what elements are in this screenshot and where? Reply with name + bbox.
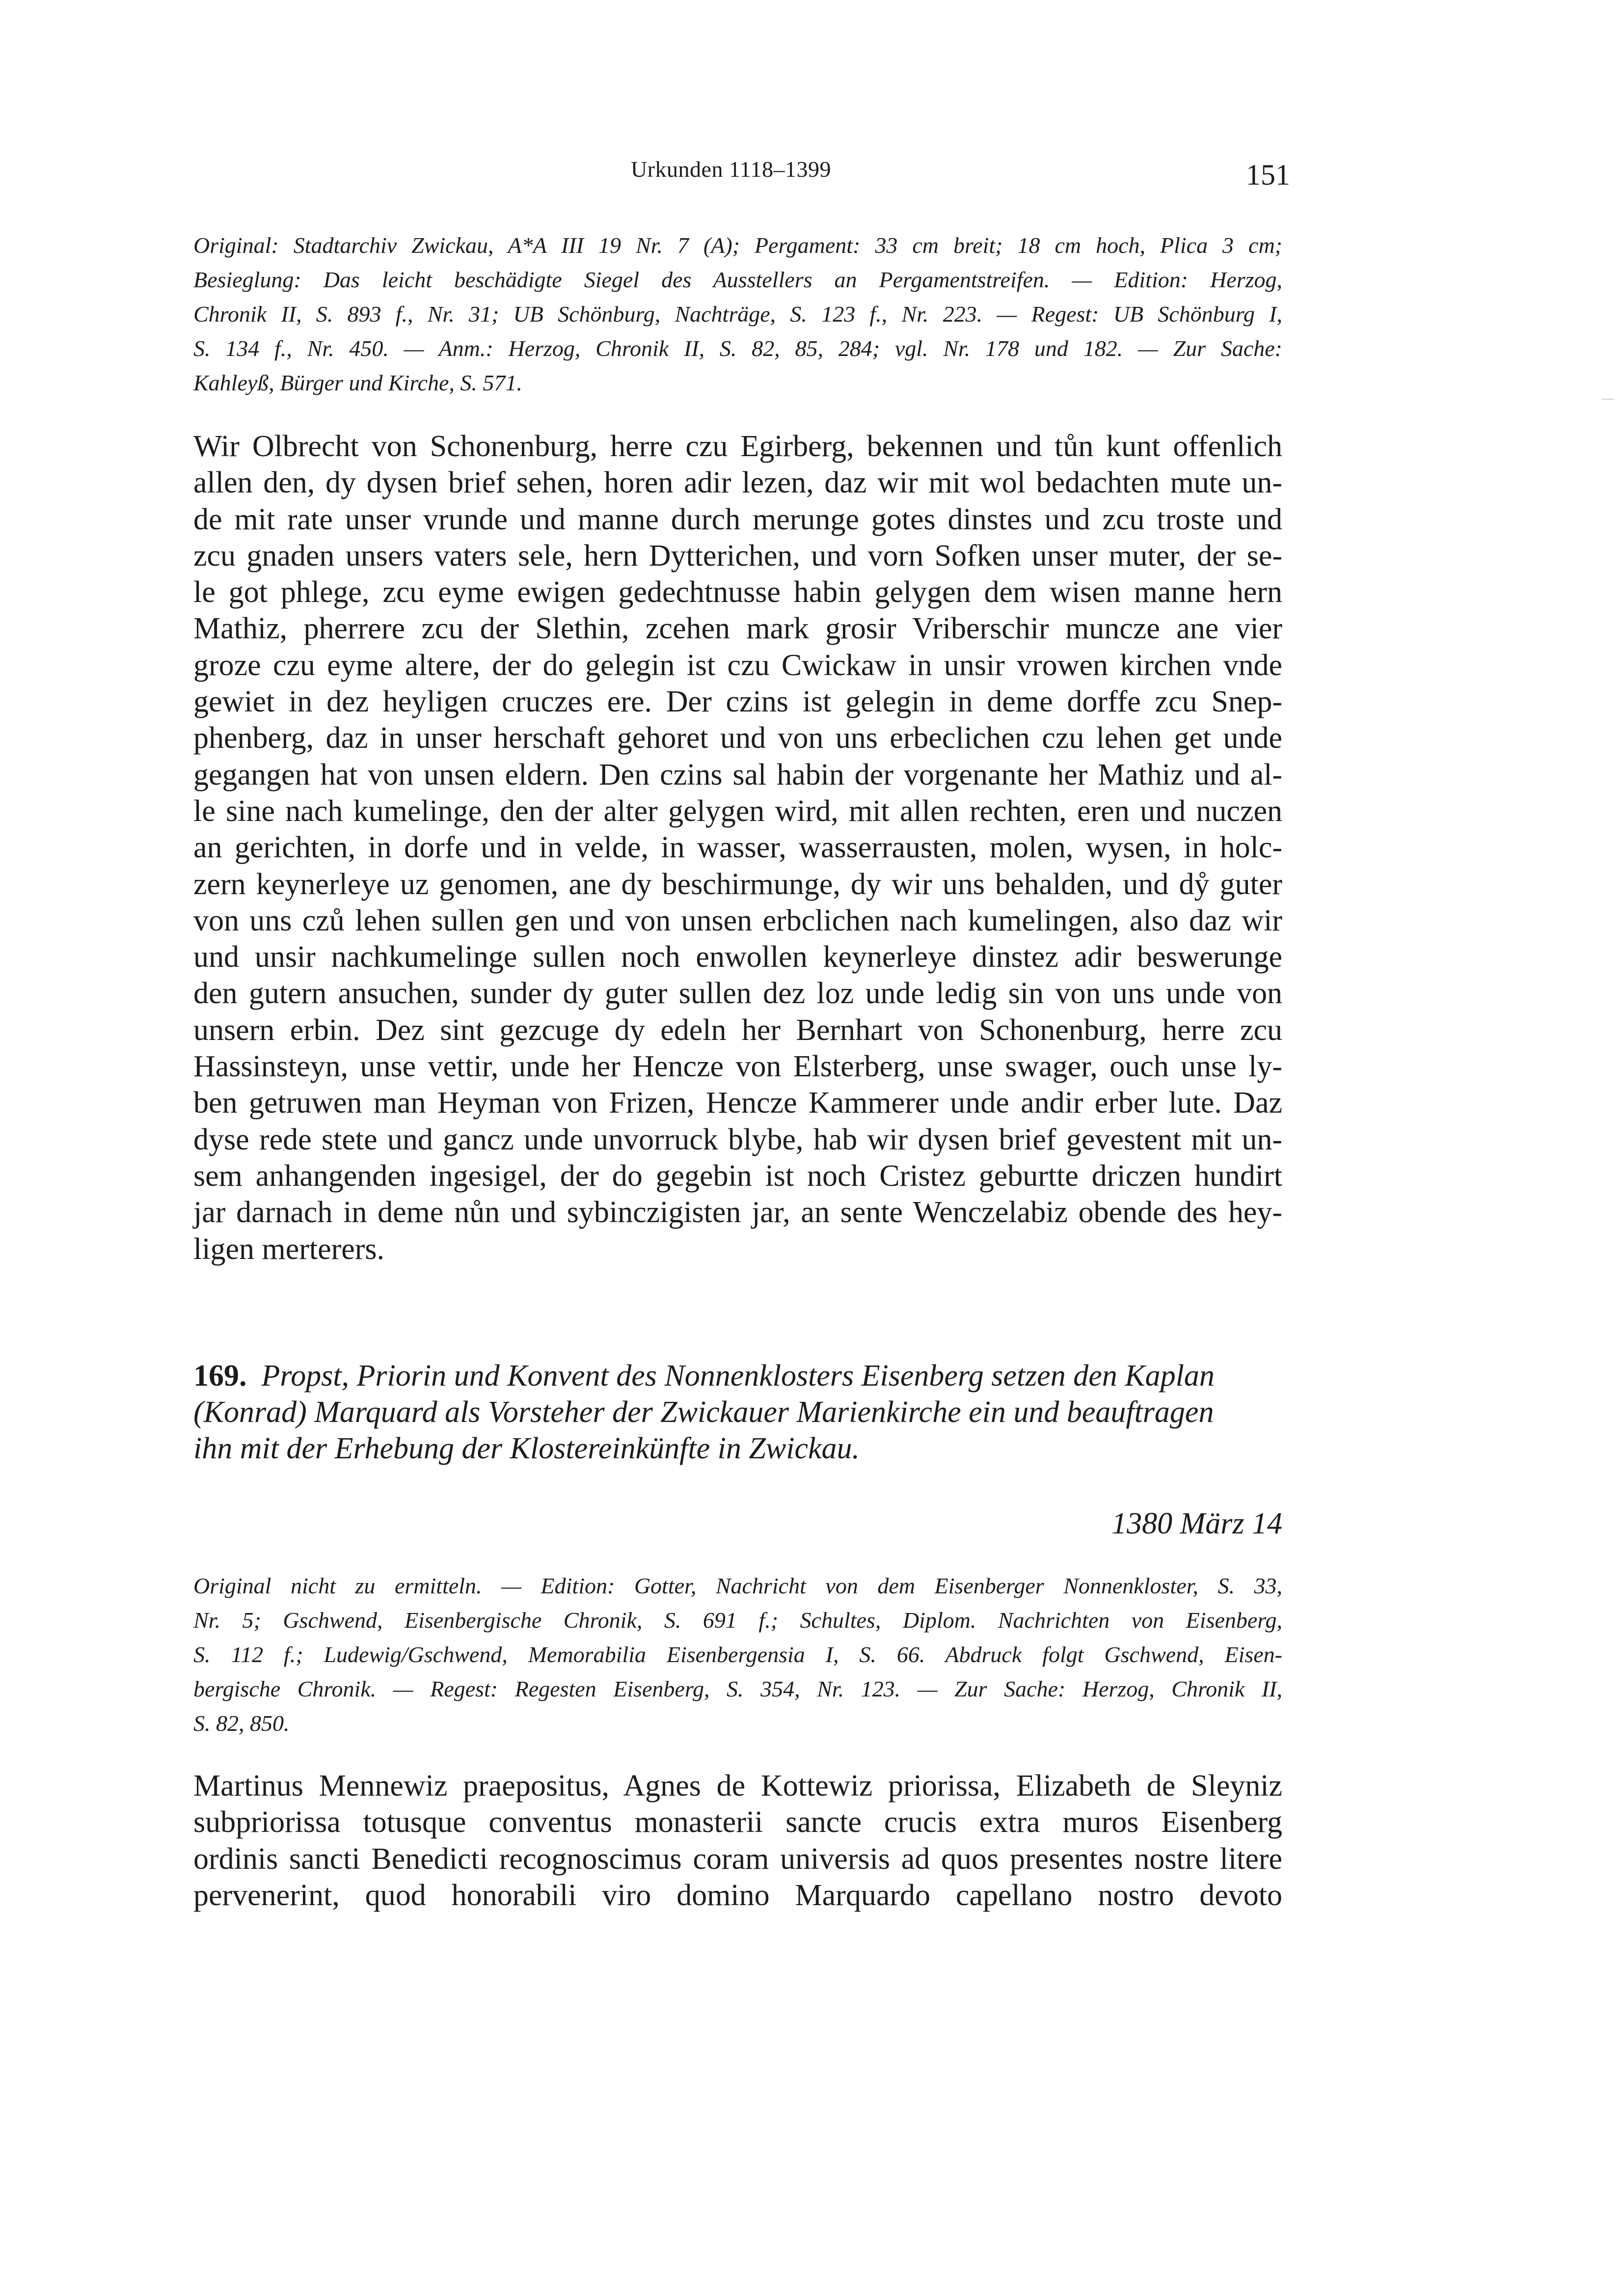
text-line: zcu gnaden unsers vaters sele, hern Dytterichen, und vorn Sofken unser muter, der se- bbox=[193, 539, 1282, 573]
regest-line: ihn mit der Erhebung der Klostereinkünfte in Zwickau. bbox=[193, 1432, 860, 1465]
apparatus-line: S. 82, 850. bbox=[193, 1711, 290, 1736]
text-line: zern keynerleye uz genomen, ane dy beschirmunge, dy wir uns behalden, und dẙ guter bbox=[193, 867, 1282, 901]
text-line: le got phlege, zcu eyme ewigen gedechtnusse habin gelygen dem wisen manne hern bbox=[193, 575, 1282, 609]
text-line: subpriorissa totusque conventus monasterii sancte crucis extra muros Eisenberg bbox=[193, 1805, 1282, 1839]
apparatus-line: Chronik II, S. 893 f., Nr. 31; UB Schönburg, Nachträge, S. 123 f., Nr. 223. — Regest: UB Schönburg I, bbox=[193, 301, 1282, 327]
text-line: Hassinsteyn, unse vettir, unde her Hencze von Elsterberg, unse swager, ouch unse ly- bbox=[193, 1050, 1282, 1084]
text-line: und unsir nachkumelinge sullen noch enwollen keynerleye dinstez adir beswerunge bbox=[193, 940, 1282, 974]
apparatus-line: bergische Chronik. — Regest: Regesten Eisenberg, S. 354, Nr. 123. — Zur Sache: Herzog, Chronik II, bbox=[193, 1676, 1282, 1701]
doc168-text bbox=[193, 428, 1282, 1267]
text-line: von uns czů lehen sullen gen und von unsen erbclichen nach kumelingen, also daz wir bbox=[193, 903, 1282, 937]
text-line: gewiet in dez heyligen cruczes ere. Der czins ist gelegin in deme dorffe zcu Snep- bbox=[193, 685, 1282, 719]
apparatus-line: Original: Stadtarchiv Zwickau, A*A III 19 Nr. 7 (A); Pergament: 33 cm breit; 18 cm hoch, Plica 3 cm; bbox=[193, 233, 1282, 258]
apparatus-line: S. 112 f.; Ludewig/Gschwend, Memorabilia Eisenbergensia I, S. 66. Abdruck folgt Gschwend, Eisen- bbox=[193, 1642, 1282, 1667]
text-line: sem anhangenden ingesigel, der do gegebin ist noch Cristez geburtte driczen hundirt bbox=[193, 1159, 1282, 1193]
text-line: Mathiz, pherrere zcu der Slethin, zcehen mark grosir Vriberschir muncze ane vier bbox=[193, 612, 1282, 646]
apparatus-line: S. 134 f., Nr. 450. — Anm.: Herzog, Chronik II, S. 82, 85, 284; vgl. Nr. 178 und 182. — Zur Sache: bbox=[193, 336, 1282, 361]
text-line: ligen merterers. bbox=[193, 1232, 385, 1266]
entry-date: 1380 März 14 bbox=[1111, 1507, 1282, 1540]
text-line: jar darnach in deme nůn und sybinczigisten jar, an sente Wenczelabiz obende des hey- bbox=[193, 1196, 1282, 1230]
text-line: gegangen hat von unsen eldern. Den czins sal habin der vorgenante her Mathiz und al- bbox=[193, 758, 1282, 792]
text-line: ben getruwen man Heyman von Frizen, Hencze Kammerer unde andir erber lute. Daz bbox=[193, 1086, 1282, 1120]
text-line: an gerichten, in dorfe und in velde, in wasser, wasserrausten, molen, wysen, in holc- bbox=[193, 831, 1282, 865]
text-line: dyse rede stete und gancz unde unvorruck blybe, hab wir dysen brief gevestent mit un- bbox=[193, 1122, 1282, 1156]
text-line: le sine nach kumelinge, den der alter gelygen wird, mit allen rechten, eren und nuczen bbox=[193, 794, 1282, 828]
text-line: ordinis sancti Benedicti recognoscimus coram universis ad quos presentes nostre litere bbox=[193, 1842, 1282, 1876]
text-line: groze czu eyme altere, der do gelegin ist czu Cwickaw in unsir vrowen kirchen vnde bbox=[193, 648, 1282, 682]
text-line: Wir Olbrecht von Schonenburg, herre czu Egirberg, bekennen und tůn kunt offenlich bbox=[193, 430, 1282, 463]
running-head: Urkunden 1118–1399 bbox=[631, 157, 832, 182]
text-line: Martinus Mennewiz praepositus, Agnes de Kottewiz priorissa, Elizabeth de Sleyniz bbox=[193, 1769, 1282, 1803]
doc169-heading bbox=[193, 1358, 1282, 1467]
text-line: allen den, dy dysen brief sehen, horen adir lezen, daz wir mit wol bedachten mute un- bbox=[193, 466, 1282, 500]
doc168-apparatus bbox=[193, 228, 1282, 400]
margin-mark bbox=[1601, 399, 1614, 400]
text-line: unsern erbin. Dez sint gezcuge dy edeln her Bernhart von Schonenburg, herre zcu bbox=[193, 1013, 1282, 1047]
regest-line: (Konrad) Marquard als Vorsteher der Zwickauer Marienkirche ein und beauftragen bbox=[193, 1395, 1214, 1429]
entry-number: 169. bbox=[193, 1359, 247, 1393]
apparatus-line: Kahleyß, Bürger und Kirche, S. 571. bbox=[193, 370, 522, 395]
apparatus-line: Besieglung: Das leicht beschädigte Siegel des Ausstellers an Pergamentstreifen. — Edition: Herzog, bbox=[193, 267, 1282, 292]
apparatus-line: Nr. 5; Gschwend, Eisenbergische Chronik, S. 691 f.; Schultes, Diplom. Nachrichten von Eisenberg, bbox=[193, 1608, 1282, 1633]
text-line: pervenerint, quod honorabili viro domino Marquardo capellano nostro devoto bbox=[193, 1878, 1282, 1912]
apparatus-line: Original nicht zu ermitteln. — Edition: Gotter, Nachricht von dem Eisenberger Nonnenkloster, S. 33, bbox=[193, 1573, 1282, 1598]
page-number: 151 bbox=[1246, 159, 1290, 191]
regest-line: Propst, Priorin und Konvent des Nonnenklosters Eisenberg setzen den Kaplan bbox=[261, 1359, 1215, 1393]
doc169-apparatus bbox=[193, 1569, 1282, 1741]
regest-line-1-row bbox=[193, 1358, 1282, 1394]
text-line: den gutern ansuchen, sunder dy guter sullen dez loz unde ledig sin von uns unde von bbox=[193, 977, 1282, 1011]
text-line: phenberg, daz in unser herschaft gehoret und von uns erbeclichen czu lehen get unde bbox=[193, 721, 1282, 755]
doc169-text bbox=[193, 1768, 1282, 1913]
text-line: de mit rate unser vrunde und manne durch merunge gotes dinstes und zcu troste und bbox=[193, 502, 1282, 536]
